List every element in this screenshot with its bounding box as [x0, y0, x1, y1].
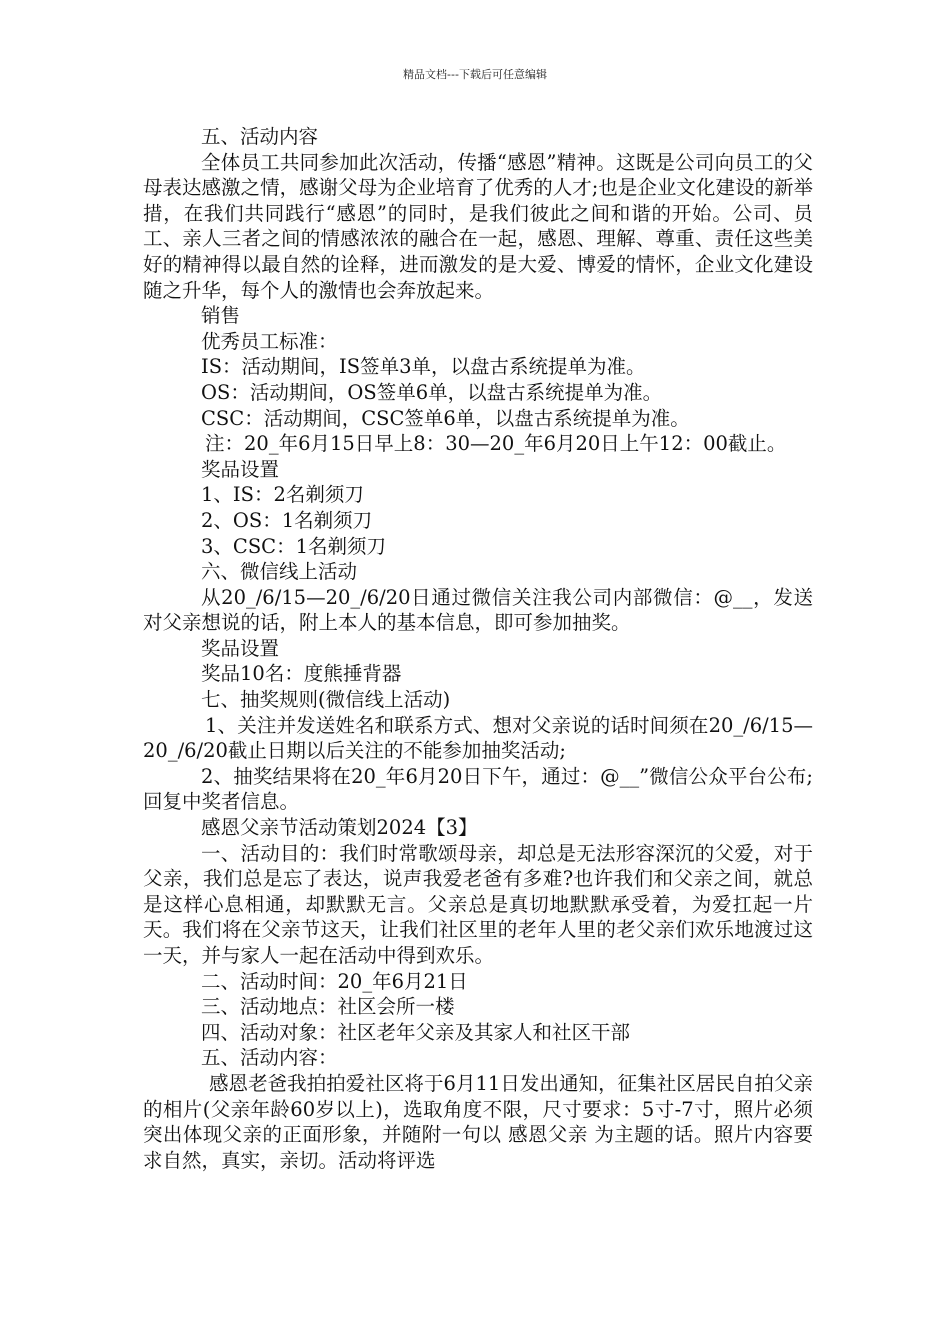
paragraph: 全体员工共同参加此次活动，传播“感恩”精神。这既是公司向员工的父母表达感激之情，感谢父母为企业培育了优秀的人才;也是企业文化建设的新举措，在我们共同践行“感恩”的同时，是我们彼此之间和谐的开始。公司、员工、亲人三者之间的情感浓浓的融合在一起，感恩、理解、尊重、责任这些美好的精神得以最自然的诠释，进而激发的是大爱、博爱的情怀，企业文化建设随之升华，每个人的激情也会奔放起来。 — [143, 150, 813, 302]
paragraph: CSC：活动期间，CSC签单6单，以盘古系统提单为准。 — [201, 406, 690, 430]
paragraph: 六、微信线上活动 — [201, 560, 358, 584]
paragraph: 五、活动内容： — [201, 1046, 338, 1070]
paragraph: 五、活动内容 — [201, 125, 319, 148]
paragraph: 1、IS：2名剃须刀 — [201, 483, 364, 507]
document-body — [143, 124, 813, 1173]
paragraph: 3、CSC：1名剃须刀 — [201, 534, 387, 558]
paragraph: 一、活动目的：我们时常歌颂母亲，却总是无法形容深沉的父爱，对于父亲，我们总是忘了表达，说声我爱老爸有多难?也许我们和父亲之间，就总是这样心息相通，却默默无言。父亲总是真切地默默承受着，为爱扛起一片天。我们将在父亲节这天，让我们社区里的老年人里的老父亲们欢乐地渡过这一天，并与家人一起在活动中得到欢乐。 — [143, 841, 813, 967]
paragraph: 感恩老爸我拍拍爱社区将于6月11日发出通知，征集社区居民自拍父亲的相片(父亲年龄60岁以上)，选取角度不限，尺寸要求：5寸-7寸，照片必须突出体现父亲的正面形象，并随附一句以 感恩父亲 为主题的话。照片内容要求自然，真实，亲切。活动将评选 — [143, 1071, 813, 1172]
paragraph: 奖品设置 — [201, 636, 280, 660]
paragraph: 1、关注并发送姓名和联系方式、想对父亲说的话时间须在20_/6/15—20_/6/20截止日期以后关注的不能参加抽奖活动; — [143, 713, 813, 763]
paragraph: 三、活动地点：社区会所一楼 — [201, 995, 455, 1019]
paragraph: 2、抽奖结果将在20_年6月20日下午，通过：@__”微信公众平台公布;回复中奖者信息。 — [143, 764, 813, 814]
paragraph: 奖品设置 — [201, 457, 280, 481]
paragraph: 七、抽奖规则(微信线上活动) — [201, 688, 451, 712]
paragraph: 从20_/6/15—20_/6/20日通过微信关注我公司内部微信：@__，发送对父亲想说的话，附上本人的基本信息，即可参加抽奖。 — [143, 585, 813, 635]
paragraph: 优秀员工标准： — [201, 329, 338, 353]
paragraph: 二、活动时间：20_年6月21日 — [201, 969, 468, 993]
paragraph: 奖品10名：度熊捶背器 — [201, 662, 402, 686]
paragraph: IS：活动期间，IS签单3单，以盘古系统提单为准。 — [201, 355, 646, 379]
paragraph: 2、OS：1名剃须刀 — [201, 508, 373, 532]
paragraph: 销售 — [201, 304, 241, 328]
paragraph: OS：活动期间，OS签单6单，以盘古系统提单为准。 — [201, 380, 663, 404]
paragraph: 感恩父亲节活动策划2024【3】 — [201, 816, 478, 840]
paragraph: 四、活动对象：社区老年父亲及其家人和社区干部 — [201, 1020, 631, 1044]
paragraph: 注：20_年6月15日早上8：30—20_年6月20日上午12：00截止。 — [205, 432, 787, 456]
page-header: 精品文档---下载后可任意编辑 — [403, 68, 547, 81]
